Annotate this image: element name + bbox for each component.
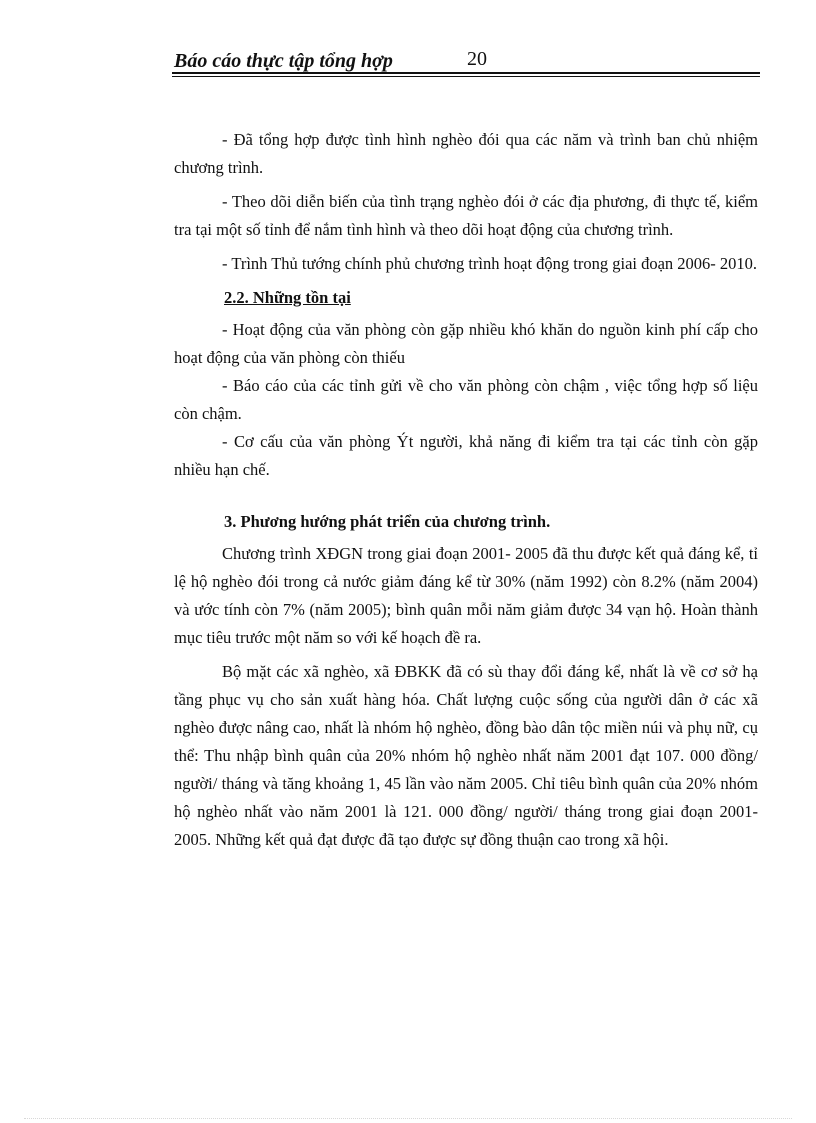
header-title: Báo cáo thực tập tổng hợp: [174, 50, 393, 72]
section-3-paragraph-2: Bộ mặt các xã nghèo, xã ĐBKK đã có sù thay đổi đáng kể, nhất là về cơ sở hạ tầng phục vụ cho sản xuất hàng hóa. Chất lượng cuộc sống của người dân ở các xã nghèo được nâng cao, nhất là nhóm hộ nghèo, đồng bào dân tộc miền núi và phụ nữ, cụ thể: Thu nhập bình quân của 20% nhóm hộ nghèo nhất năm 2001 đạt 107. 000 đồng/ người/ tháng và tăng khoảng 1, 45 lần vào năm 2005. Chỉ tiêu bình quân của 20% nhóm hộ nghèo nhất vào năm 2001 là 121. 000 đồng/ người/ tháng trong giai đoạn 2001- 2005. Những kết quả đạt được đã tạo được sự đồng thuận cao trong xã hội.: [174, 662, 758, 849]
document-body: [174, 126, 758, 854]
section-heading-3: 3. Phương hướng phát triển của chương trình.: [224, 512, 551, 531]
intro-item-3: - Trình Thủ tướng chính phủ chương trình hoạt động trong giai đoạn 2006- 2010.: [222, 254, 758, 273]
page-number: 20: [467, 48, 487, 70]
page-bottom-border: [24, 1118, 792, 1119]
header-rule-thin: [172, 76, 760, 77]
section-3-paragraph-1: Chương trình XĐGN trong giai đoạn 2001- 2005 đã thu được kết quả đáng kể, tỉ lệ hộ nghèo đói trong cả nước giảm đáng kể từ 30% (năm 1992) còn 8.2% (năm 2004) và ước tính còn 7% (năm 2005); bình quân mỗi năm giảm được 34 vạn hộ. Hoàn thành mục tiêu trước một năm so với kế hoạch đề ra.: [174, 544, 758, 647]
page-header: [172, 46, 760, 80]
intro-item-1: - Đã tổng hợp được tình hình nghèo đói qua các năm và trình ban chủ nhiệm chương trình.: [174, 130, 758, 177]
section-heading-2-2: 2.2. Những tồn tại: [224, 288, 351, 307]
issue-item-3: - Cơ cấu của văn phòng Ýt người, khả năng đi kiểm tra tại các tỉnh còn gặp nhiều hạn chế.: [174, 432, 758, 479]
intro-item-2: - Theo dõi diễn biến của tình trạng nghèo đói ở các địa phương, đi thực tế, kiểm tra tại một số tỉnh để nắm tình hình và theo dõi hoạt động của chương trình.: [174, 192, 758, 239]
header-rule-thick: [172, 72, 760, 74]
issue-item-2: - Báo cáo của các tỉnh gửi về cho văn phòng còn chậm , việc tổng hợp số liệu còn chậm.: [174, 376, 758, 423]
issue-item-1: - Hoạt động của văn phòng còn gặp nhiều khó khăn do nguồn kinh phí cấp cho hoạt động của văn phòng còn thiếu: [174, 320, 758, 367]
